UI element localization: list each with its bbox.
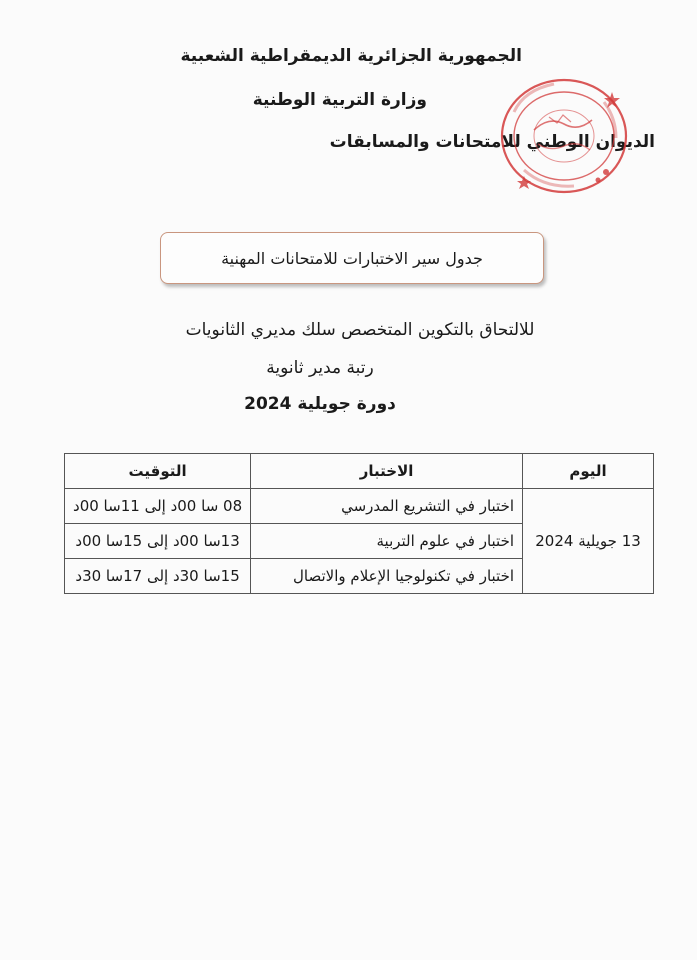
table-header-row [65,454,654,489]
header-time: التوقيت [65,454,251,489]
test-cell: اختبار في علوم التربية [251,524,523,559]
schedule-table [64,453,654,594]
table-row [65,489,654,524]
header-office: الديوان الوطني للامتحانات والمسابقات [329,132,655,152]
day-cell: 13 جويلية 2024 [523,489,654,594]
header-day: اليوم [523,454,654,489]
subtitle-line-2: رتبة مدير ثانوية [266,358,374,378]
time-cell: 13سا 00د إلى 15سا 00د [65,524,251,559]
official-stamp-icon [494,72,632,200]
time-cell: 15سا 30د إلى 17سا 30د [65,559,251,594]
title-box [160,232,544,284]
document-title: جدول سير الاختبارات للامتحانات المهنية [221,248,483,268]
header-ministry: وزارة التربية الوطنية [252,90,427,110]
test-cell: اختبار في التشريع المدرسي [251,489,523,524]
subtitle-session: دورة جويلية 2024 [244,394,396,414]
header-republic: الجمهورية الجزائرية الديمقراطية الشعبية [180,46,522,66]
header-test: الاختبار [251,454,523,489]
test-cell: اختبار في تكنولوجيا الإعلام والاتصال [251,559,523,594]
time-cell: 08 سا 00د إلى 11سا 00د [65,489,251,524]
subtitle-line-1: للالتحاق بالتكوين المتخصص سلك مديري الثانويات [185,320,535,340]
